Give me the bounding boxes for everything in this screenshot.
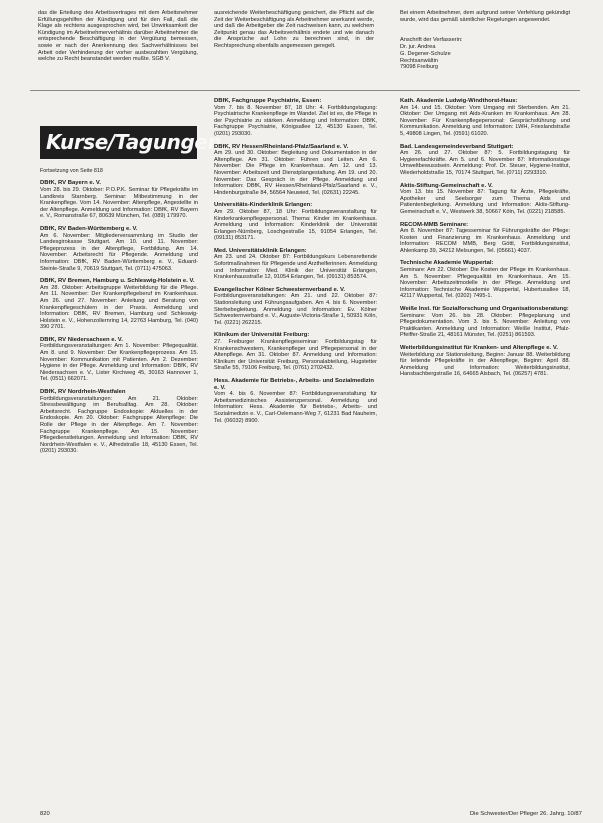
- event-body: Vom 28. bis 29. Oktober: P.O.P.K. Seminar für Pflegekräfte im Landkreis Starnberg. Seminar: Mitbestimmung in der Krankenpflege. Vom 14. November: Altenpflege, Angestellte in der Altenpflege. Anmeldung und Information: DBfK, RV Bayern e. V., Romanstraße 67, 80639 München, Tel. (089) 179970.: [40, 187, 198, 220]
- event-entry: [214, 287, 377, 327]
- page-number: 820: [40, 811, 50, 817]
- top-left-column: [38, 10, 198, 63]
- event-body: Am 8. November 87: Tagesseminar für Führungskräfte der Pflege: Kosten und Finanzierung im Krankenhaus. Anmeldung und Information: RECOM MMB, Berg Göttl, Fortbildungsinstitut, Ahlenkamp 39, 34212 Melsungen, Tel. (05661) 4037.: [400, 228, 570, 254]
- address-line: 79098 Freiburg: [400, 64, 438, 71]
- address-label: Anschrift der Verfasserin:: [400, 37, 463, 44]
- left-column: [40, 168, 198, 461]
- event-body: Am 29. Oktober 87, 18 Uhr: Fortbildungsveranstaltung für Kinderkrankenpflegepersonal. Thema: Kinder im Krankenhaus. Anmeldung und Information: Kinderklinik der Universität Erlangen-Nürnberg, Loschgestraße 15, 91054 Erlangen, Tel. (09131) 853171.: [214, 208, 377, 242]
- journal-title: Die Schwester/Der Pfleger 26. Jahrg. 10/87: [470, 811, 582, 817]
- event-body: Fortbildungsveranstaltungen: Am 21. und 22. Oktober 87: Stationsleitung und Führungsaufgaben. Am 4. bis 6. November: Sterbebegleitung. Anmeldung und Information: Ev. Kölner Schwesternverband e. V., Auguste-Victoria-Straße 1, 50931 Köln, Tel. (0221) 262215.: [214, 293, 377, 326]
- address-line: G. Degener-Schulze: [400, 50, 451, 57]
- event-heading: Evangelischer Kölner Schwesternverband e. V.: [214, 286, 346, 293]
- event-entry: [400, 98, 570, 138]
- address-line: Rechtsanwältin: [400, 57, 438, 64]
- event-body: Fortbildungsveranstaltungen: Am 21. Oktober: Stressbewältigung im Berufsalltag. Am 28. Oktober: Arbeitsrecht. Fachgruppe Endoskopie: Aktuelles in der Endoskopie. Am 20. Oktober: Fachgruppe Altenpflege: Die Rolle der Pflege in der Altenpflege. Am 7. November: Fachgruppe Krankenpflege. Am 15. November: Pflegedienstleitungen. Anmeldung und Information: DBfK, RV Nordrhein-Westfalen e. V., Alfredstraße 18, 45130 Essen, Tel. (0201) 293030.: [40, 395, 198, 455]
- event-body: Am 26. und 27. Oktober 87: 5. Fortbildungstagung für Hygienefachkräfte. Am 5. und 6. November 87: Informationstage Umweltbewusstsein. Anmeldung: Prof. Dr. Steuer, Hygiene-Institut, Wiederholdstraße 15, 70174 Stuttgart, Tel. (0711) 2293310.: [400, 150, 570, 176]
- continuation-note: Fortsetzung von Seite 818: [40, 168, 103, 174]
- top-right-column: [400, 10, 570, 71]
- event-heading: Universitäts-Kinderklinik Erlangen:: [214, 202, 313, 209]
- event-entry: [400, 144, 570, 177]
- event-body: Am 6. November: Mitgliederversammlung im Studio der Landesgirokasse Stuttgart. Am 10. und 11. November: Pflegeprozess in der Altenpflege, Fortbildung. Am 14. November: Arbeitsrecht für Pflegende. Anmeldung und Information: DBfK, RV Baden-Württemberg e. V., Eduard-Steinle-Straße 9, 70619 Stuttgart, Tel. (0711) 475063.: [40, 232, 198, 272]
- event-body: Am 14. und 15. Oktober: Vom Umgang mit Sterbenden. Am 21. Oktober: Der Umgang mit Aids-Kranken im Krankenhaus. Am 28. November: Für Krankenpflegepersonal: Gesprächsführung und Kommunikation. Anmeldung und Information: LWH, Frieslandstraße 5, 49808 Lingen, Tel. (0591) 61020.: [400, 104, 570, 137]
- middle-column: [214, 98, 377, 430]
- event-entry: [214, 378, 377, 424]
- event-entry: [214, 144, 377, 197]
- event-body: Weiterbildung zur Stationsleitung, Beginn: Januar 88. Weiterbildung für leitende Pflegekräfte in der Altenpflege, Beginn: April 88. Anmeldung und Information: Weiterbildungsinstitut, Hansbachbergstraße 16, 64665 Alsbach, Tel. (06257) 4781.: [400, 351, 570, 378]
- right-column: [400, 98, 570, 384]
- event-heading: DBfK, Fachgruppe Psychiatrie, Essen:: [214, 98, 322, 104]
- address-line: Dr. jur. Andrea: [400, 43, 436, 50]
- section-divider: [30, 90, 580, 91]
- event-body: Am 23. und 24. Oktober 87: Fortbildungskurs Lebensrettende Sofortmaßnahmen für Pflegende und Arzthelferinnen. Anmeldung und Information: Med. Klinik der Universität Erlangen, Krankenhausstraße 12, 91054 Erlangen, Tel. (09131) 853574.: [214, 254, 377, 281]
- event-entry: [40, 337, 198, 383]
- event-body: Am 29. und 30. Oktober: Begleitung und Dokumentation in der Altenpflege. Am 31. Oktober: Führen und Leiten. Am 6. November: Die Pflege im Krankenhaus. Am 12. und 13. November: Arbeitszeit und Dienstplangestaltung. Am 19. und 20. November: Das Gespräch in der Pflege. Anmeldung und Information: DBfK, RV Hessen/Rheinland-Pfalz/Saarland e. V., Hindenburgstraße 84, 56564 Neuwied, Tel. (02631) 22245.: [214, 150, 377, 196]
- author-address: [400, 37, 570, 71]
- event-heading: Weiterbildungsinstitut für Kranken- und Altenpflege e. V.: [400, 345, 558, 351]
- event-entry: [214, 202, 377, 242]
- section-banner: Kurse/Tagungen: [40, 126, 197, 159]
- event-entry: [400, 222, 570, 255]
- event-entry: [400, 345, 570, 378]
- event-entry: [400, 260, 570, 300]
- event-entry: [214, 248, 377, 281]
- event-heading: Weiße Inst. für Sozialforschung und Organisationsberatung:: [400, 306, 569, 313]
- event-heading: Aktis-Stiftung-Gemeinschaft e. V.: [400, 182, 493, 189]
- event-body: Seminare: Vom 26. bis 28. Oktober: Pflegeplanung und Pflegedokumentation. Vom 3. bis 5. November: Anleitung von Praktikanten. Anmeldung und Information: Weiße Institut, Pfalz-Pfeiffer-Straße 21, 48161 Münster, Tel. (0251) 861593.: [400, 312, 570, 339]
- event-body: 27. Freiburger Krankenpflegeseminar: Fortbildungstag für Krankenschwestern, Krankenpfleger und Pflegepersonal in der Altenpflege. Am 31. Oktober 87. Anmeldung und Information: Klinikum der Universität Freiburg, Personalabteilung, Hugstetter Straße 55, 79106 Freiburg, Tel. (0761) 2702432.: [214, 339, 377, 372]
- event-body: Vom 13. bis 15. November 87: Tagung für Ärzte, Pflegekräfte, Apotheker und Seelsorger zum Thema Aids und Patientenbegleitung. Anmeldung und Information: Aktis-Stiftung-Gemeinschaft e. V., Westwerk 38, 50667 Köln, Tel. (0221) 218585.: [400, 189, 570, 215]
- event-heading: DBfK, RV Niedersachsen e. V.: [40, 336, 123, 343]
- event-entry: [40, 389, 198, 455]
- top-middle-column: [214, 10, 374, 50]
- event-entry: [400, 306, 570, 339]
- event-body: Fortbildungsveranstaltungen: Am 1. November: Pflegequalität. Am 8. und 9. November: Der Krankenpflegeprozess. Am 15. November: Kommunikation mit Patienten. Am 2. Dezember: Hygiene in der Pflege. Anmeldung und Information: DBfK, RV Niedersachsen e. V., Lister Kirchweg 45, 30163 Hannover 1, Tel. (0511) 662071.: [40, 343, 198, 383]
- event-body: Vom 7. bis 8. November 87, 18 Uhr: 4. Fortbildungstagung: Psychiatrische Krankenpflege im Wandel. Ziel ist es, die Pflege in der Psychiatrie zu stärken. Anmeldung und Information: DBfK, Fachgruppe Psychiatrie, Königsallee 12, 45130 Essen, Tel. (0201) 293030.: [214, 104, 377, 137]
- event-body: Seminare: Am 22. Oktober: Die Kosten der Pflege im Krankenhaus. Am 5. November: Pflegequalität im Krankenhaus. Am 15. November: Arbeitszeitmodelle in der Pflege. Anmeldung und Information: Technische Akademie Wuppertal, Hubertusallee 18, 42117 Wuppertal, Tel. (0202) 7495-1.: [400, 267, 570, 300]
- top-right-text: Bei einem Arbeitnehmer, dem aufgrund seiner Verfehlung gekündigt wurde, wird das gemäß sämtlicher Regelungen angewendet.: [400, 10, 570, 23]
- event-entry: [40, 180, 198, 220]
- event-heading: Technische Akademie Wuppertal:: [400, 260, 494, 267]
- event-heading: DBfK, RV Baden-Württemberg e. V.: [40, 225, 138, 232]
- event-body: Am 28. Oktober: Arbeitsgruppe Weiterbildung für die Pflege. Am 11. November: Der Krankenpflegeberuf im Krankenhaus. Am 26. und 27. November: Anleitung und Beratung von Krankenpflegeschülern in der Praxis. Anmeldung und Information: DBfK, RV Bremen, Hamburg und Schleswig-Holstein e. V., Hohenzollernring 14, 22763 Hamburg, Tel. (040) 390 2701.: [40, 284, 198, 331]
- event-heading: Hess. Akademie für Betriebs-, Arbeits- und Sozialmedizin e. V.: [214, 377, 374, 391]
- event-heading: DBfK, RV Nordrhein-Westfalen: [40, 389, 126, 396]
- event-heading: DBfK, RV Bayern e. V.: [40, 180, 101, 187]
- event-entry: [40, 226, 198, 272]
- event-heading: Med. Universitätsklinik Erlangen:: [214, 247, 307, 254]
- event-entry: [214, 98, 377, 138]
- event-entry: [40, 278, 198, 331]
- event-heading: Kath. Akademie Ludwig-Windthorst-Haus:: [400, 98, 518, 104]
- event-body: Vom 4. bis 6. November 87: Fortbildungsveranstaltung für Arbeitsmedizinisches Assistenzpersonal. Anmeldung und Information: Hess. Akademie für Betriebs-, Arbeits- und Sozialmedizin e. V., Carl-Oelemann-Weg 7, 61231 Bad Nauheim, Tel. (06032) 8900.: [214, 391, 377, 424]
- top-middle-text: ausreichende Weiterbeschäftigung gesichert, die Pflicht auf die Zeit der Weiterbeschäftigung als Arbeitnehmer anerkannt werde, und daß die Arbeitgeber die Zeit nachweisen kann, zu welchem Zeitpunkt genau das Arbeitsverhältnis endete und wie danach die Ansprüche auf Lohn zu berechnen sind, in der Rechtsprechung ebenfalls angemessen geregelt.: [214, 10, 374, 49]
- event-entry: [400, 183, 570, 216]
- event-heading: Bad. Landesgemeindeverband Stuttgart:: [400, 143, 514, 150]
- event-entry: [214, 332, 377, 372]
- top-left-text: das die Erteilung des Arbeitsvertrages mit dem Arbeitsnehmer Erfüllungsgehilfen der Kündigung und für den Fall, daß die Klage als rechtens ausgesprochen wird, bei Unwirksamkeit der Kündigung im Arbeitnehmerverhältnis darüber Arbeitnehmer die entsprechende Beschäftigung in der Vergütung bemessen, sowie er nach der Anerkennung des Sachverhältnisses bei Arbeit oder Verhinderung der vorher ausbezahlten Vergütung, welche zu Recht beanstandet werden mußte. SGB V.: [38, 10, 198, 63]
- event-heading: Klinikum der Universität Freiburg:: [214, 332, 310, 339]
- event-heading: DBfK, RV Hessen/Rheinland-Pfalz/Saarland e. V.: [214, 143, 349, 150]
- event-heading: RECOM-MMB Seminare:: [400, 221, 469, 228]
- event-heading: DBfK, RV Bremen, Hamburg u. Schleswig-Holstein e. V.: [40, 278, 195, 285]
